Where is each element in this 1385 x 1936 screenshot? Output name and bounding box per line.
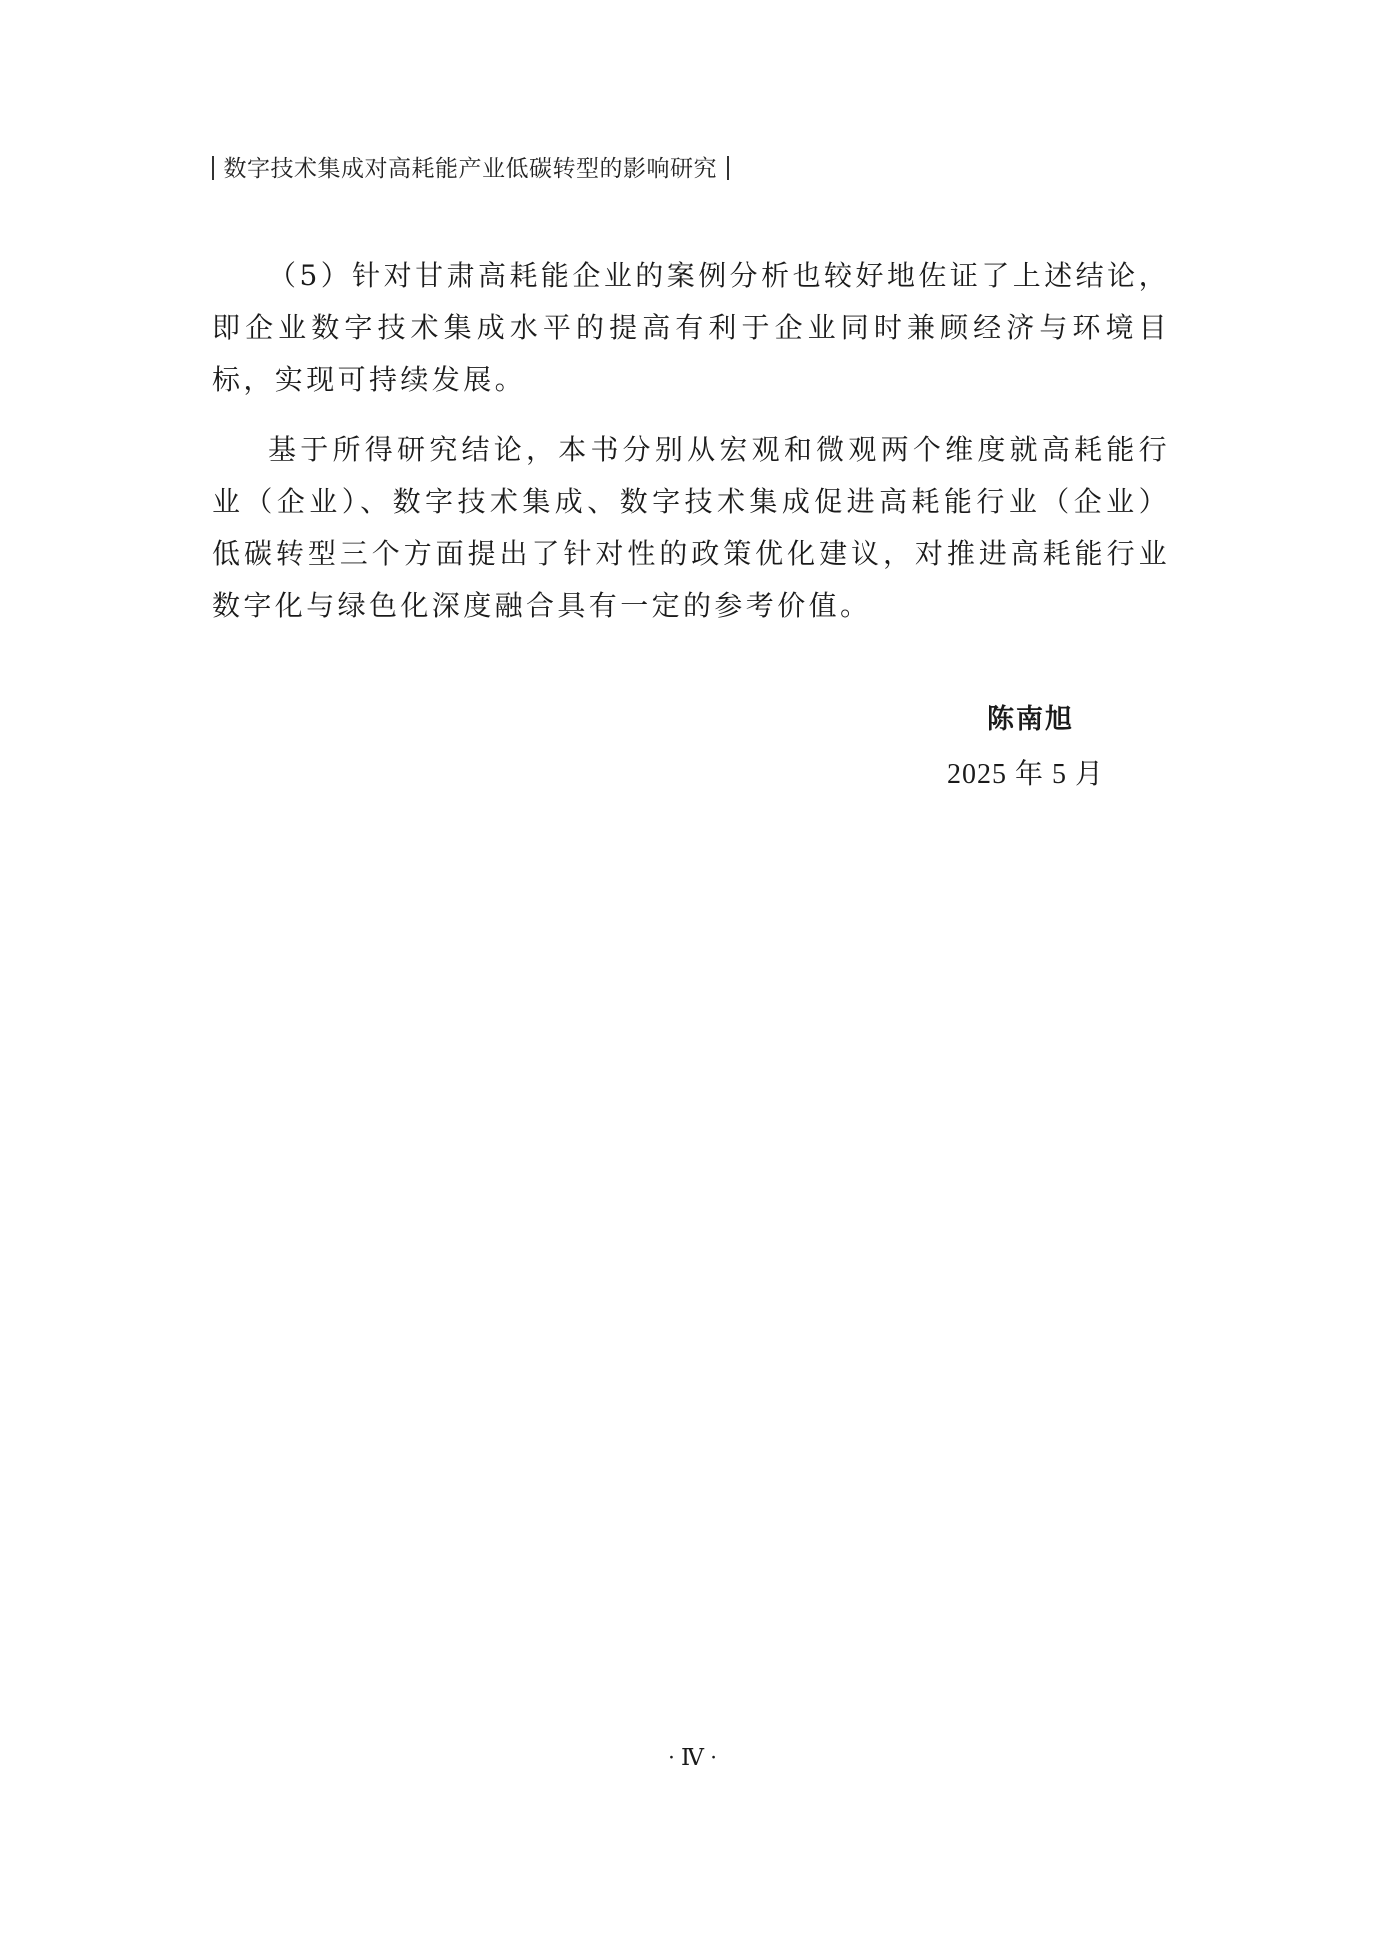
header-right-rule [727, 156, 729, 180]
signature-date: 2025 年 5 月 [946, 759, 1104, 790]
page-number: · Ⅳ · [667, 1745, 718, 1770]
running-header [212, 150, 729, 183]
header-left-rule [212, 156, 214, 180]
running-title: 数字技术集成对高耗能产业低碳转型的影响研究 [223, 156, 717, 182]
body-text [212, 250, 1170, 650]
paragraph: （5）针对甘肃高耗能企业的案例分析也较好地佐证了上述结论，即企业数字技术集成水平的提高有利于企业同时兼顾经济与环境目标，实现可持续发展。 [212, 259, 1170, 396]
paragraph: 基于所得研究结论，本书分别从宏观和微观两个维度就高耗能行业（企业）、数字技术集成、数字技术集成促进高耗能行业（企业）低碳转型三个方面提出了针对性的政策优化建议，对推进高耗能行业数字化与绿色化深度融合具有一定的参考价值。 [212, 433, 1170, 622]
author-name: 陈南旭 [987, 704, 1074, 735]
